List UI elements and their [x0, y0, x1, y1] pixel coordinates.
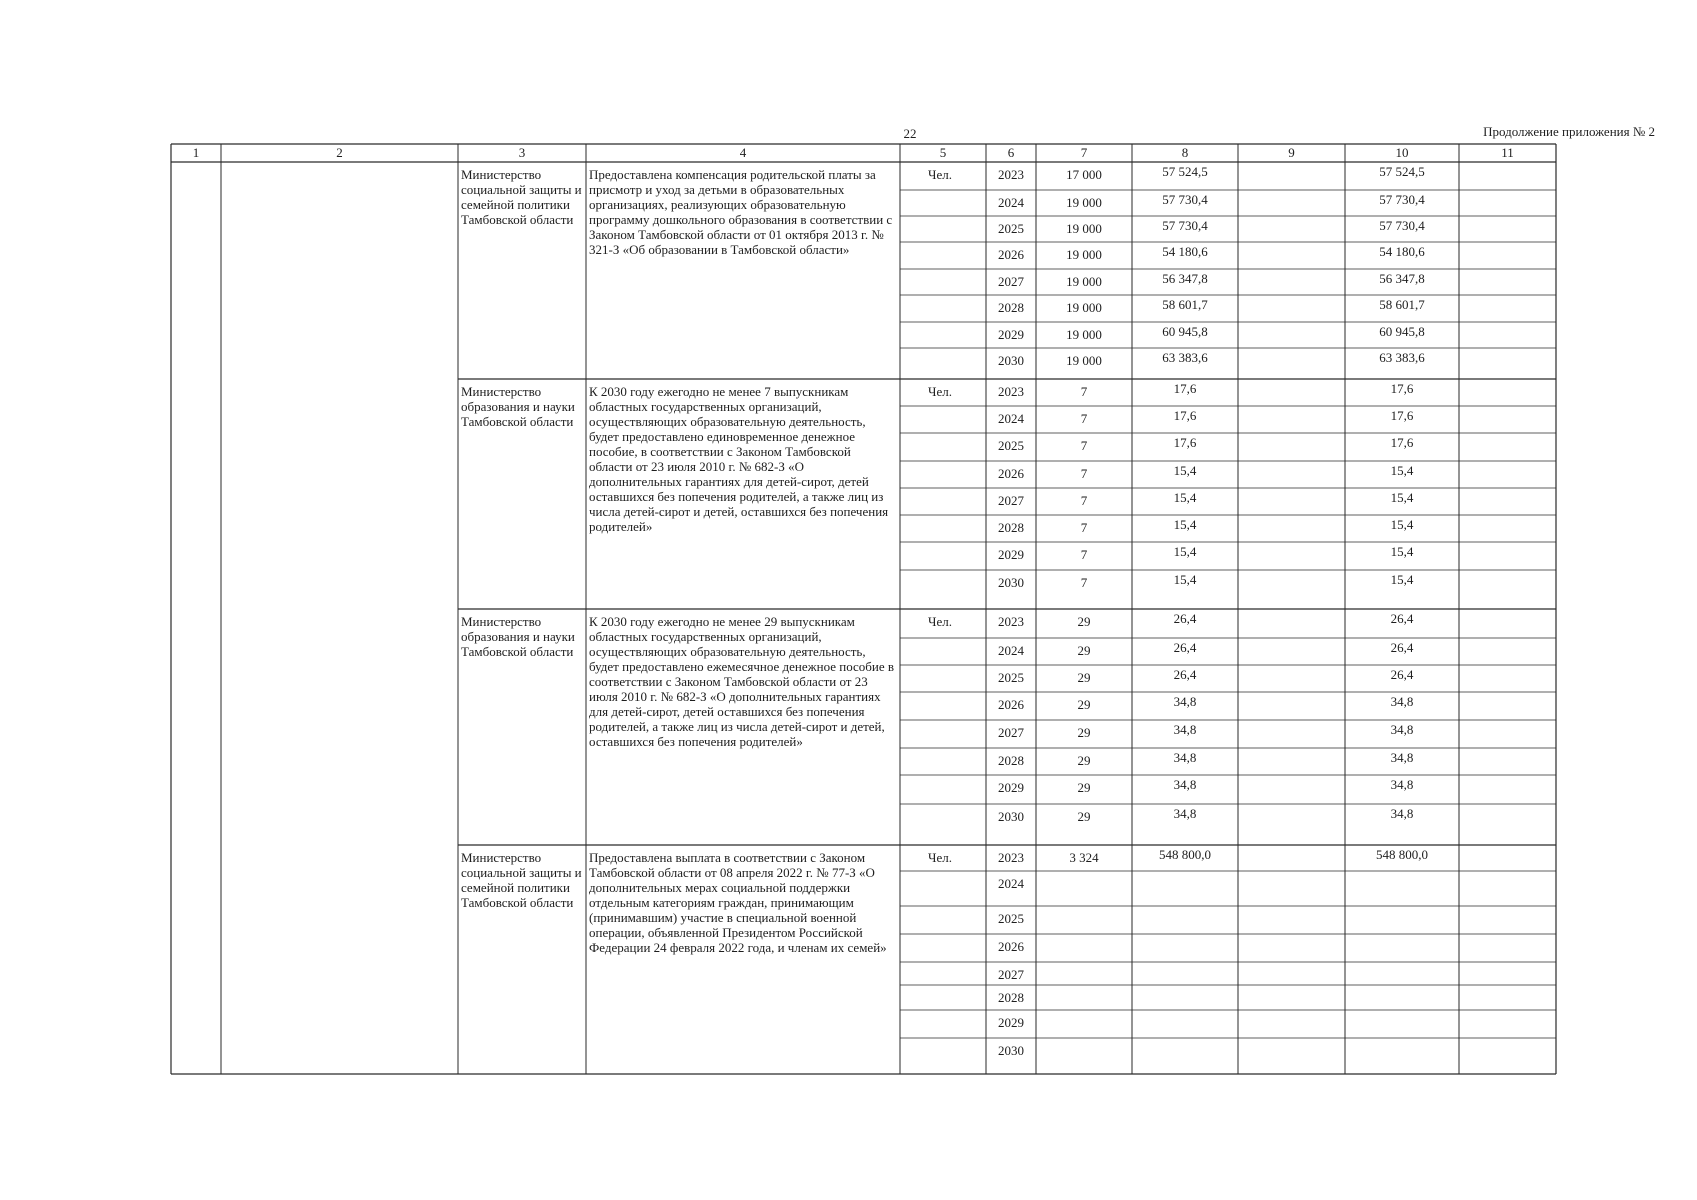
column-header: 3	[518, 145, 526, 160]
unit-cell: Чел.	[928, 167, 952, 182]
total-amount-cell: 15,4	[1173, 544, 1197, 559]
year-cell: 2025	[998, 438, 1024, 453]
year-cell: 2023	[998, 384, 1024, 399]
count-cell: 29	[1077, 809, 1091, 824]
year-cell: 2023	[998, 614, 1024, 629]
year-cell: 2026	[998, 466, 1024, 481]
total-amount-cell: 60 945,8	[1162, 324, 1208, 339]
count-cell: 7	[1080, 438, 1088, 453]
column-header: 6	[1007, 145, 1015, 160]
column-header: 5	[939, 145, 947, 160]
year-cell: 2025	[998, 670, 1024, 685]
count-cell: 29	[1077, 753, 1091, 768]
column-header: 9	[1288, 145, 1295, 160]
unit-cell: Чел.	[928, 850, 952, 865]
col9-amount-cell: 17,6	[1390, 381, 1414, 396]
col9-amount-cell: 34,8	[1390, 722, 1414, 737]
total-amount-cell: 15,4	[1173, 517, 1197, 532]
count-cell: 19 000	[1066, 247, 1102, 262]
year-cell: 2028	[998, 300, 1024, 315]
year-cell: 2024	[998, 411, 1024, 426]
col9-amount-cell: 57 730,4	[1379, 218, 1425, 233]
total-amount-cell: 63 383,6	[1162, 350, 1208, 365]
year-cell: 2029	[998, 547, 1024, 562]
year-cell: 2025	[998, 911, 1024, 926]
column-header: 11	[1501, 145, 1514, 160]
col9-amount-cell: 57 730,4	[1379, 192, 1425, 207]
count-cell: 7	[1080, 411, 1088, 426]
col9-amount-cell: 34,8	[1390, 694, 1414, 709]
count-cell: 19 000	[1066, 221, 1102, 236]
column-header: 2	[336, 145, 343, 160]
total-amount-cell: 57 730,4	[1162, 192, 1208, 207]
total-amount-cell: 57 524,5	[1162, 164, 1208, 179]
total-amount-cell: 57 730,4	[1162, 218, 1208, 233]
executor-cell: Министерство социальной защиты и семейной политики Тамбовской области	[461, 167, 582, 227]
total-amount-cell: 17,6	[1173, 435, 1197, 450]
col9-amount-cell: 26,4	[1390, 611, 1414, 626]
col9-amount-cell: 34,8	[1390, 777, 1414, 792]
year-cell: 2025	[998, 221, 1024, 236]
year-cell: 2030	[998, 575, 1024, 590]
year-cell: 2023	[998, 167, 1024, 182]
year-cell: 2029	[998, 327, 1024, 342]
year-cell: 2024	[998, 876, 1024, 891]
indicator-cell: К 2030 году ежегодно не менее 29 выпускникам областных государственных организаций, осуществляющих образовательную деятельность, будет предоставлено ежемесячное денежное пособие в соответствии с Законом Тамбовской области от 23 июля 2010 г. № 682-З «О дополнительных гарантиях для детей-сирот, детей оставшихся без попечения родителей, а также лиц из числа детей-сирот и детей, оставшихся без попечения родителей»	[589, 614, 895, 749]
executor-cell: Министерство образования и науки Тамбовской области	[461, 384, 575, 429]
count-cell: 19 000	[1066, 274, 1102, 289]
total-amount-cell: 15,4	[1173, 463, 1197, 478]
year-cell: 2028	[998, 520, 1024, 535]
count-cell: 19 000	[1066, 300, 1102, 315]
count-cell: 19 000	[1066, 327, 1102, 342]
count-cell: 7	[1080, 575, 1088, 590]
count-cell: 29	[1077, 725, 1091, 740]
year-cell: 2026	[998, 247, 1024, 262]
col9-amount-cell: 17,6	[1390, 408, 1414, 423]
count-cell: 7	[1080, 520, 1088, 535]
col9-amount-cell: 60 945,8	[1379, 324, 1425, 339]
column-header: 4	[739, 145, 747, 160]
year-cell: 2026	[998, 697, 1024, 712]
indicator-cell: Предоставлена выплата в соответствии с Законом Тамбовской области от 08 апреля 2022 г. № 77-З «О дополнительных мерах социальной поддержки отдельным категориям граждан, принимающим (принимавшим) участие в специальной военной операции, объявленной Президентом Российской Федерации 24 февраля 2022 года, и членам их семей»	[589, 850, 887, 955]
executor-cell: Министерство образования и науки Тамбовской области	[461, 614, 575, 659]
count-cell: 29	[1077, 780, 1091, 795]
total-amount-cell: 26,4	[1173, 611, 1197, 626]
count-cell: 29	[1077, 697, 1091, 712]
total-amount-cell: 58 601,7	[1162, 297, 1208, 312]
col9-amount-cell: 57 524,5	[1379, 164, 1425, 179]
unit-cell: Чел.	[928, 614, 952, 629]
year-cell: 2030	[998, 353, 1024, 368]
column-header: 1	[192, 145, 200, 160]
count-cell: 19 000	[1066, 195, 1102, 210]
total-amount-cell: 26,4	[1173, 667, 1197, 682]
total-amount-cell: 34,8	[1173, 777, 1197, 792]
count-cell: 17 000	[1066, 167, 1102, 182]
col9-amount-cell: 26,4	[1390, 667, 1414, 682]
total-amount-cell: 34,8	[1173, 750, 1197, 765]
col9-amount-cell: 17,6	[1390, 435, 1414, 450]
year-cell: 2027	[998, 274, 1024, 289]
year-cell: 2027	[998, 725, 1024, 740]
col9-amount-cell: 15,4	[1390, 517, 1414, 532]
total-amount-cell: 17,6	[1173, 381, 1197, 396]
total-amount-cell: 548 800,0	[1159, 847, 1211, 862]
year-cell: 2029	[998, 780, 1024, 795]
continuation-label: Продолжение приложения № 2	[1483, 124, 1655, 139]
total-amount-cell: 34,8	[1173, 722, 1197, 737]
col9-amount-cell: 26,4	[1390, 640, 1414, 655]
year-cell: 2030	[998, 1043, 1024, 1058]
count-cell: 7	[1080, 466, 1088, 481]
count-cell: 7	[1080, 547, 1088, 562]
total-amount-cell: 26,4	[1173, 640, 1197, 655]
count-cell: 7	[1080, 493, 1088, 508]
total-amount-cell: 56 347,8	[1162, 271, 1208, 286]
col9-amount-cell: 54 180,6	[1379, 244, 1425, 259]
count-cell: 19 000	[1066, 353, 1102, 368]
year-cell: 2027	[998, 493, 1024, 508]
col9-amount-cell: 15,4	[1390, 463, 1414, 478]
column-header: 7	[1080, 145, 1088, 160]
total-amount-cell: 34,8	[1173, 806, 1197, 821]
year-cell: 2024	[998, 643, 1024, 658]
count-cell: 29	[1077, 670, 1091, 685]
total-amount-cell: 17,6	[1173, 408, 1197, 423]
count-cell: 3 324	[1069, 850, 1099, 865]
col9-amount-cell: 548 800,0	[1376, 847, 1428, 862]
total-amount-cell: 34,8	[1173, 694, 1197, 709]
total-amount-cell: 54 180,6	[1162, 244, 1208, 259]
year-cell: 2028	[998, 990, 1024, 1005]
col9-amount-cell: 34,8	[1390, 806, 1414, 821]
year-cell: 2029	[998, 1015, 1024, 1030]
page-number: 22	[903, 126, 917, 141]
count-cell: 29	[1077, 643, 1091, 658]
year-cell: 2028	[998, 753, 1024, 768]
col9-amount-cell: 15,4	[1390, 572, 1414, 587]
year-cell: 2026	[998, 939, 1024, 954]
indicator-cell: К 2030 году ежегодно не менее 7 выпускникам областных государственных организаций, осуществляющих образовательную деятельность, будет предоставлено единовременное денежное пособие, в соответствии с Законом Тамбовской области от 23 июля 2010 г. № 682-З «О дополнительных гарантиях для детей-сирот, детей оставшихся без попечения родителей, а также лиц из числа детей-сирот и детей, оставшихся без попечения родителей»	[589, 384, 889, 534]
col9-amount-cell: 63 383,6	[1379, 350, 1425, 365]
year-cell: 2030	[998, 809, 1024, 824]
year-cell: 2024	[998, 195, 1024, 210]
count-cell: 29	[1077, 614, 1091, 629]
column-header: 8	[1181, 145, 1189, 160]
unit-cell: Чел.	[928, 384, 952, 399]
year-cell: 2027	[998, 967, 1024, 982]
total-amount-cell: 15,4	[1173, 490, 1197, 505]
col9-amount-cell: 34,8	[1390, 750, 1414, 765]
col9-amount-cell: 56 347,8	[1379, 271, 1425, 286]
col9-amount-cell: 58 601,7	[1379, 297, 1425, 312]
total-amount-cell: 15,4	[1173, 572, 1197, 587]
indicator-cell: Предоставлена компенсация родительской платы за присмотр и уход за детьми в образовательных организациях, реализующих образовательную программу дошкольного образования в соответствии с Законом Тамбовской области от 01 октября 2013 г. № 321-З «Об образовании в Тамбовской области»	[589, 167, 893, 257]
col9-amount-cell: 15,4	[1390, 490, 1414, 505]
year-cell: 2023	[998, 850, 1024, 865]
count-cell: 7	[1080, 384, 1088, 399]
executor-cell: Министерство социальной защиты и семейной политики Тамбовской области	[461, 850, 582, 910]
column-header: 10	[1395, 145, 1409, 160]
col9-amount-cell: 15,4	[1390, 544, 1414, 559]
